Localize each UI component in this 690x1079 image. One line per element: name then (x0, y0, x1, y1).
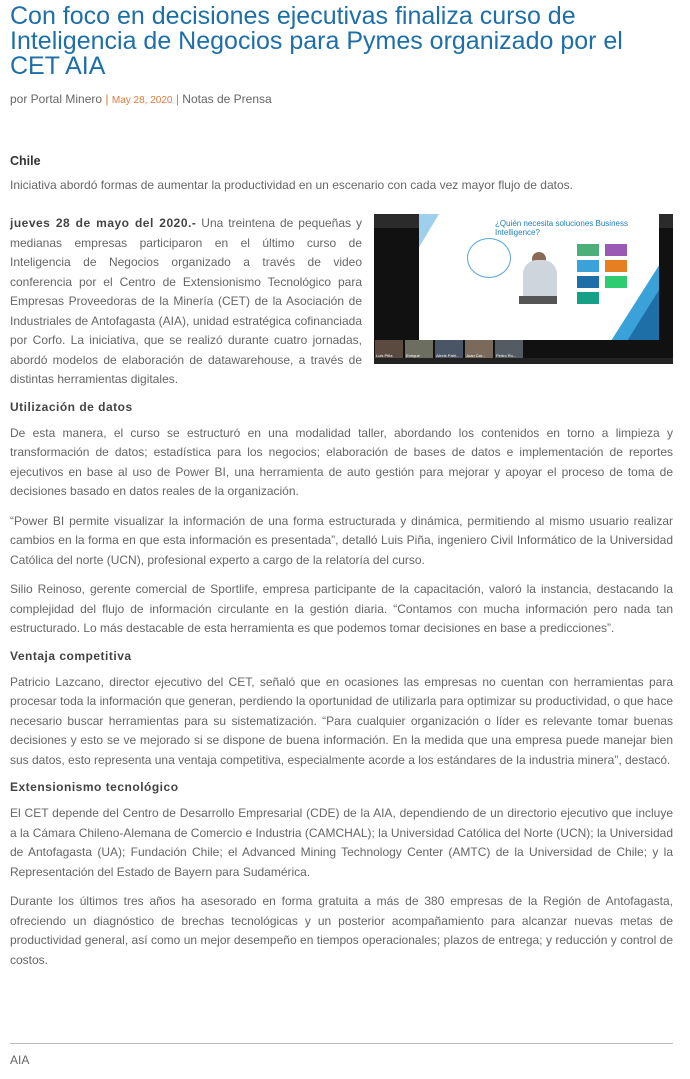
body-paragraph: Durante los últimos tres años ha asesorado en forma gratuita a más de 380 empresas de la Región de Antofagasta, ofreciendo un diagnóstico de brechas tecnológicas y un posterior acompañamiento para alcanzar nuevas metas de productividad general, así como un mejor desempeño en tiempos operacionales; plazos de entrega; y reducción y control de costos. (10, 894, 673, 967)
article-lede: Iniciativa abordó formas de aumentar la productividad en un escenario con cada vez mayor flujo de datos. (10, 178, 573, 192)
meta-separator: | (175, 92, 179, 106)
presentation-slide (419, 214, 659, 340)
region-label: Chile (10, 154, 41, 168)
body-paragraph: Silio Reinoso, gerente comercial de Sportlife, empresa participante de la capacitación, valoró la instancia, destacando la complejidad del flujo de información circulante en la gestión diaria. “Contamos con mucha información pero nada tan estructurado. Lo más destacable de esta herramienta es que podemos tomar decisiones en base a predicciones”. (10, 582, 673, 635)
lead-date: jueves 28 de mayo del 2020.- (10, 216, 197, 230)
author-link[interactable]: por Portal Minero (10, 92, 103, 106)
body-paragraph: El CET depende del Centro de Desarrollo Empresarial (CDE) de la AIA, dependiendo de un directorio ejecutivo que incluye a la Cámara Chileno-Alemana de Comercio e Industria (CAMCHAL); la Universidad Católica del Norte (UCN); la Universidad de Antofagasta (UA); Fundación Chile; el Advanced Mining Technology Center (AMTC) de la Universidad de Chile; y la Representación del Estado de Bayern para Sudamérica. (10, 806, 673, 879)
laptop-illustration (519, 296, 557, 304)
lead-block (10, 214, 673, 390)
participant-thumbnails (374, 340, 674, 358)
publish-date: May 28, 2020 (111, 95, 173, 106)
article-title: Con foco en decisiones ejecutivas finaliza curso de Inteligencia de Negocios para Pymes organizado por el CET AIA (10, 2, 623, 80)
body-paragraph: Patricio Lazcano, director ejecutivo del CET, señaló que en ocasiones las empresas no cuentan con herramientas para procesar toda la información que generan, perdiendo la oportunidad de utilizarla para optimizar su productividad, o que hace necesario buscar herramientas para su sistematización. “Para cualquier organización o líder es relevante tomar buenas decisiones y esto se ve mejorado si se dispone de buena información. En la medida que una empresa puede manejar bien sus datos, esto representa una ventaja competitiva, especialmente acorde a los estándares de la industria minera”, destacó. (10, 674, 673, 767)
section-heading-utilizacion: Utilización de datos (10, 399, 133, 414)
meta-separator: | (105, 92, 109, 106)
category-link[interactable]: Notas de Prensa (182, 92, 272, 106)
slide-question: ¿Quién necesita soluciones Business Intelligence? (495, 219, 628, 237)
body-paragraph: “Power BI permite visualizar la información de una forma estructurada y dinámica, permitiendo al mismo usuario realizar cambios en la forma en que esta información es presentada”, detalló Luis Piña, ingeniero Civil Informático de la Universidad Católica del norte (UCN), profesional experto a cargo de la relatoría del curso. (10, 513, 673, 567)
participant-tile: Alexis Patri... (435, 340, 463, 358)
article-meta (10, 92, 673, 106)
participant-tile: Enrique (405, 340, 433, 358)
footer-divider (10, 1043, 673, 1044)
lead-text: Una treintena de pequeñas y medianas empresas participaron en el último curso de Inteligencia de Negocios organizado a través de video conferencia por el Centro de Extensionismo Tecnológico para Empresas Proveedoras de la Minería (CET) de la Asociación de Industriales de Antofagasta (AIA), unidad estratégica cofinanciada por Corfo. La iniciativa, que se realizó durante cuatro jornadas, abordó modelos de elaboración de datawarehouse, a través de distintas herramientas digitales. (10, 216, 363, 386)
source-label: AIA (10, 1053, 30, 1067)
section-heading-extensionismo: Extensionismo tecnológico (10, 780, 179, 794)
body-paragraph: De esta manera, el curso se estructuró en una modalidad taller, abordando los contenidos en torno a limpieza y transformación de datos; estadística para los negocios; elaboración de bases de datos e implementación de reportes ejecutivos en base al uso de Power BI, una herramienta de auto gestión para mejorar y apoyar el proceso de toma de decisiones basado en datos reales de la organización. (10, 425, 673, 498)
slide-bubble (467, 238, 511, 278)
article (10, 0, 673, 970)
person-illustration (523, 260, 557, 300)
participant-tile: Juan Car... (465, 340, 493, 358)
section-heading-ventaja: Ventaja competitiva (10, 648, 132, 663)
video-statusbar (374, 358, 673, 364)
participant-tile: Luis Piña (375, 340, 403, 358)
article-image-videoconference[interactable] (374, 214, 673, 364)
participant-tile: Pedro Ro... (495, 340, 523, 358)
